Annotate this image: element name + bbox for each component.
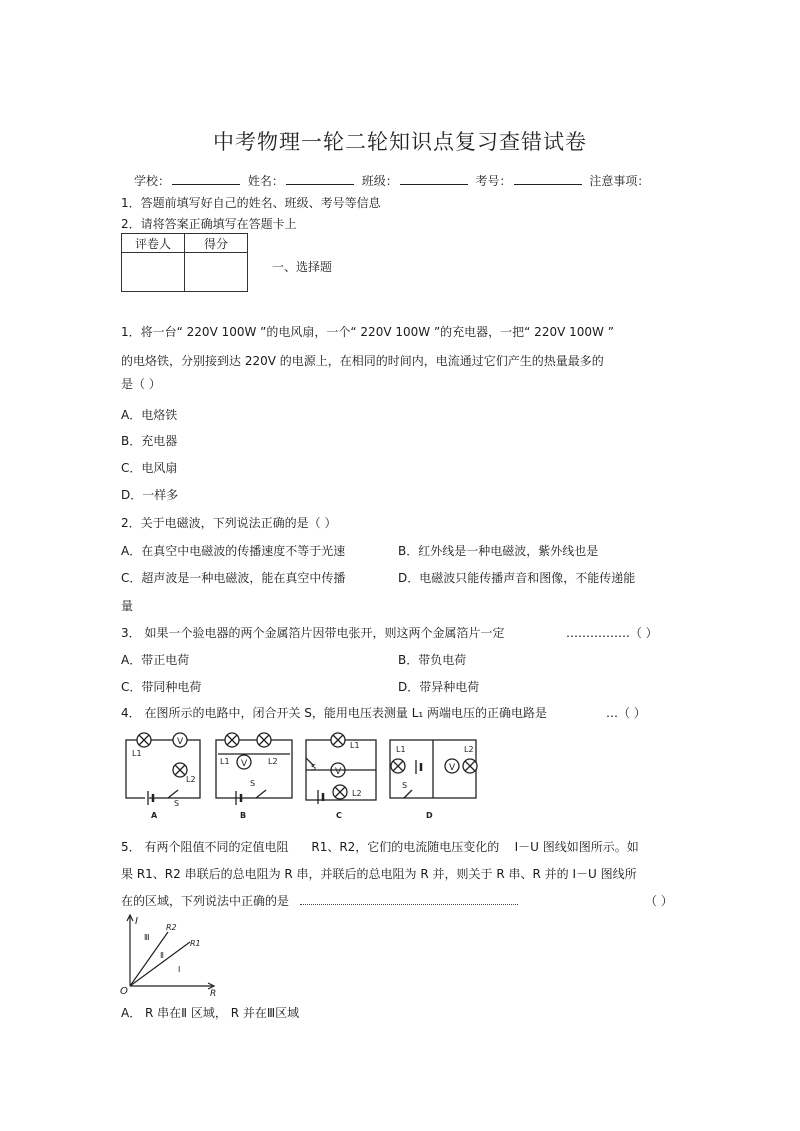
circuit-a[interactable]: [126, 733, 200, 805]
q5-iu-graph: [118, 912, 228, 996]
name-blank[interactable]: [286, 174, 354, 185]
q2-option-d-continued: 量: [121, 599, 134, 613]
circuit-a-l2-label: L2: [186, 775, 196, 784]
q5-option-a[interactable]: A． R 串在Ⅱ 区域， R 并在Ⅲ区域: [121, 1006, 300, 1020]
name-label: 姓名：: [247, 174, 284, 188]
circuit-b-s-label: S: [250, 779, 256, 788]
circuit-a-l1-label: L1: [132, 749, 142, 758]
circuit-b[interactable]: [216, 733, 292, 805]
q1-option-a[interactable]: A．电烙铁: [121, 408, 178, 422]
graph-r-axis-label: R: [210, 989, 217, 996]
q2-option-a[interactable]: A．在真空中电磁波的传播速度不等于光速: [121, 544, 346, 558]
q3-answer-paren: …………….（ ）: [566, 626, 658, 640]
svg-text:V: V: [335, 767, 342, 777]
q2-option-b[interactable]: B．红外线是一种电磁波，紫外线也是: [398, 544, 599, 558]
circuit-c-s-label: S: [311, 763, 317, 772]
circuit-b-l2-label: L2: [268, 757, 278, 766]
school-label: 学校：: [134, 174, 171, 188]
q4-circuit-diagrams: [118, 730, 498, 820]
q1-option-b[interactable]: B．充电器: [121, 434, 178, 448]
exam-number-blank[interactable]: [514, 174, 582, 185]
q3-option-b[interactable]: B．带负电荷: [398, 653, 467, 667]
class-blank[interactable]: [400, 174, 468, 185]
notice-label: 注意事项：: [589, 174, 650, 188]
q3-option-d[interactable]: D．带异种电荷: [398, 680, 480, 694]
circuit-d-l1-label: L1: [396, 745, 406, 754]
page-title: 中考物理一轮二轮知识点复习查错试卷: [213, 130, 587, 154]
q1-option-c[interactable]: C．电风扇: [121, 461, 178, 475]
circuit-b-l1-label: L1: [220, 757, 230, 766]
q3-option-a[interactable]: A．带正电荷: [121, 653, 190, 667]
graph-i-label: I: [135, 916, 138, 927]
q5-answer-paren: （ ）: [645, 894, 673, 908]
circuit-c[interactable]: [306, 733, 376, 804]
grader-header: 评卷人: [122, 234, 185, 253]
q1-stem-line2: 的电烙铁，分别接到达 220V 的电源上，在相同的时间内，电流通过它们产生的热量最多的: [121, 354, 604, 368]
instruction-2: 2．请将答案正确填写在答题卡上: [121, 217, 297, 231]
q2-option-d[interactable]: D．电磁波只能传播声音和图像，不能传递能: [398, 571, 636, 585]
q5-stem-line3: 在的区域，下列说法中正确的是: [121, 894, 290, 908]
student-info-row: [134, 172, 649, 189]
grader-table: [121, 233, 248, 292]
q1-option-d[interactable]: D．一样多: [121, 488, 179, 502]
q3-stem: 3． 如果一个验电器的两个金属箔片因带电张开，则这两个金属箔片一定: [121, 626, 505, 640]
graph-region-iii: Ⅲ: [144, 933, 150, 942]
graph-r1-label: R1: [190, 939, 201, 948]
circuit-d-label: D: [426, 811, 433, 820]
school-blank[interactable]: [172, 174, 240, 185]
q4-stem: 4． 在图所示的电路中，闭合开关 S，能用电压表测量 L₁ 两端电压的正确电路是: [121, 706, 548, 720]
graph-r2-label: R2: [166, 923, 177, 932]
circuit-a-label: A: [151, 811, 158, 820]
q5-stem-line1: 5． 有两个阻值不同的定值电阻 R1、R2，它们的电流随电压变化的 I－U 图线如图所示。如: [121, 840, 639, 854]
circuit-c-label: C: [336, 811, 342, 820]
score-header: 得分: [185, 234, 248, 253]
q5-stem-line2: 果 R1、R2 串联后的总电阻为 R 串，并联后的总电阻为 R 并，则关于 R 串、R 并的 I－U 图线所: [121, 867, 637, 881]
graph-origin-label: O: [120, 986, 128, 996]
circuit-b-label: B: [240, 811, 247, 820]
circuit-d-s-label: S: [402, 781, 408, 790]
circuit-c-l1-label: L1: [350, 741, 360, 750]
q1-stem-line3: 是（ ）: [121, 377, 161, 391]
exam-number-label: 考号：: [475, 174, 512, 188]
instruction-1: 1．答题前填写好自己的姓名、班级、考号等信息: [121, 196, 381, 210]
circuit-a-s-label: S: [174, 799, 180, 808]
class-label: 班级：: [361, 174, 398, 188]
q2-stem: 2．关于电磁波，下列说法正确的是（ ）: [121, 516, 337, 530]
grader-cell[interactable]: [122, 253, 185, 292]
q1-stem-line1: 1．将一台“ 220V 100W ”的电风扇，一个“ 220V 100W ”的充电器，一把“ 220V 100W ”: [121, 325, 614, 339]
svg-text:V: V: [449, 763, 456, 773]
q4-answer-paren: …（ ）: [606, 706, 646, 720]
graph-region-i: Ⅰ: [178, 965, 181, 974]
svg-text:V: V: [177, 737, 184, 747]
r1-line: [130, 942, 190, 986]
q2-option-c[interactable]: C．超声波是一种电磁波，能在真空中传播: [121, 571, 346, 585]
score-cell[interactable]: [185, 253, 248, 292]
section-title: 一、选择题: [272, 260, 333, 274]
q3-option-c[interactable]: C．带同种电荷: [121, 680, 202, 694]
circuit-d-l2-label: L2: [464, 745, 474, 754]
q5-dotted-leader: [300, 904, 518, 905]
svg-text:V: V: [241, 759, 248, 769]
circuit-c-l2-label: L2: [352, 789, 362, 798]
graph-region-ii: Ⅱ: [160, 951, 164, 960]
